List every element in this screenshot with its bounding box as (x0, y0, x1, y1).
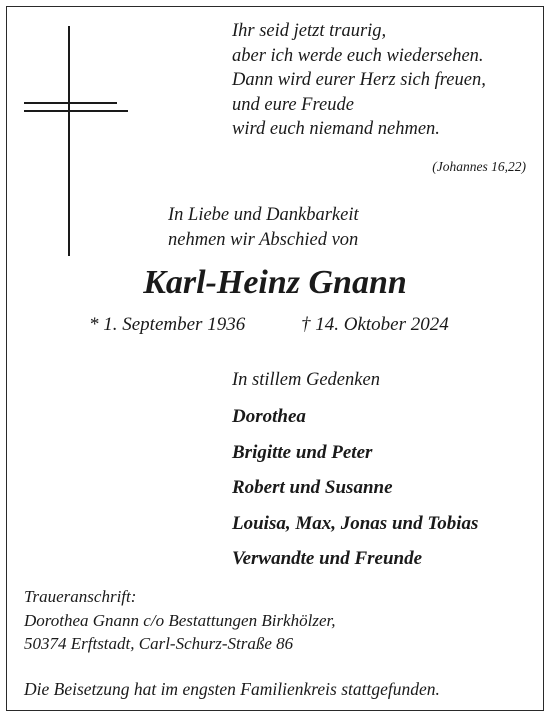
verse-line: aber ich werde euch wiedersehen. (232, 45, 484, 66)
mourner-name: Louisa, Max, Jonas und Tobias (232, 512, 479, 534)
verse-reference: (Johannes 16,22) (432, 159, 526, 174)
memory-heading: In stillem Gedenken (232, 370, 380, 390)
verse-line: Dann wird eurer Herz sich freuen, (232, 70, 486, 90)
intro-line: In Liebe und Dankbarkeit (168, 205, 359, 225)
bible-verse (232, 19, 486, 142)
mourning-address (24, 585, 335, 656)
funeral-note: Die Beisetzung hat im engsten Familienkreis stattgefunden. (24, 679, 440, 699)
birth-date: * 1. September 1936 (89, 314, 246, 335)
death-date: † 14. Oktober 2024 (301, 314, 449, 335)
cross-horizontal-bar-upper (24, 102, 117, 104)
verse-line: und eure Freude (232, 94, 354, 115)
deceased-name: Karl-Heinz Gnann (143, 264, 407, 301)
mourner-name: Verwandte und Freunde (232, 548, 423, 569)
cross-horizontal-bar-lower (24, 110, 128, 112)
cross-vertical-bar (68, 26, 70, 256)
verse-line: wird euch niemand nehmen. (232, 119, 440, 139)
verse-line: Ihr seid jetzt traurig, (232, 21, 387, 41)
address-line: Dorothea Gnann c/o Bestattungen Birkhölzer, (24, 610, 336, 630)
intro-text (168, 203, 359, 253)
mourner-name: Dorothea (232, 406, 306, 427)
address-line: 50374 Erftstadt, Carl-Schurz-Straße 86 (24, 634, 294, 653)
address-label: Traueranschrift: (24, 587, 137, 606)
mourner-name: Brigitte und Peter (232, 441, 373, 463)
intro-line: nehmen wir Abschied von (168, 230, 359, 250)
mourner-name: Robert und Susanne (232, 477, 393, 498)
mourners-list (232, 399, 478, 577)
